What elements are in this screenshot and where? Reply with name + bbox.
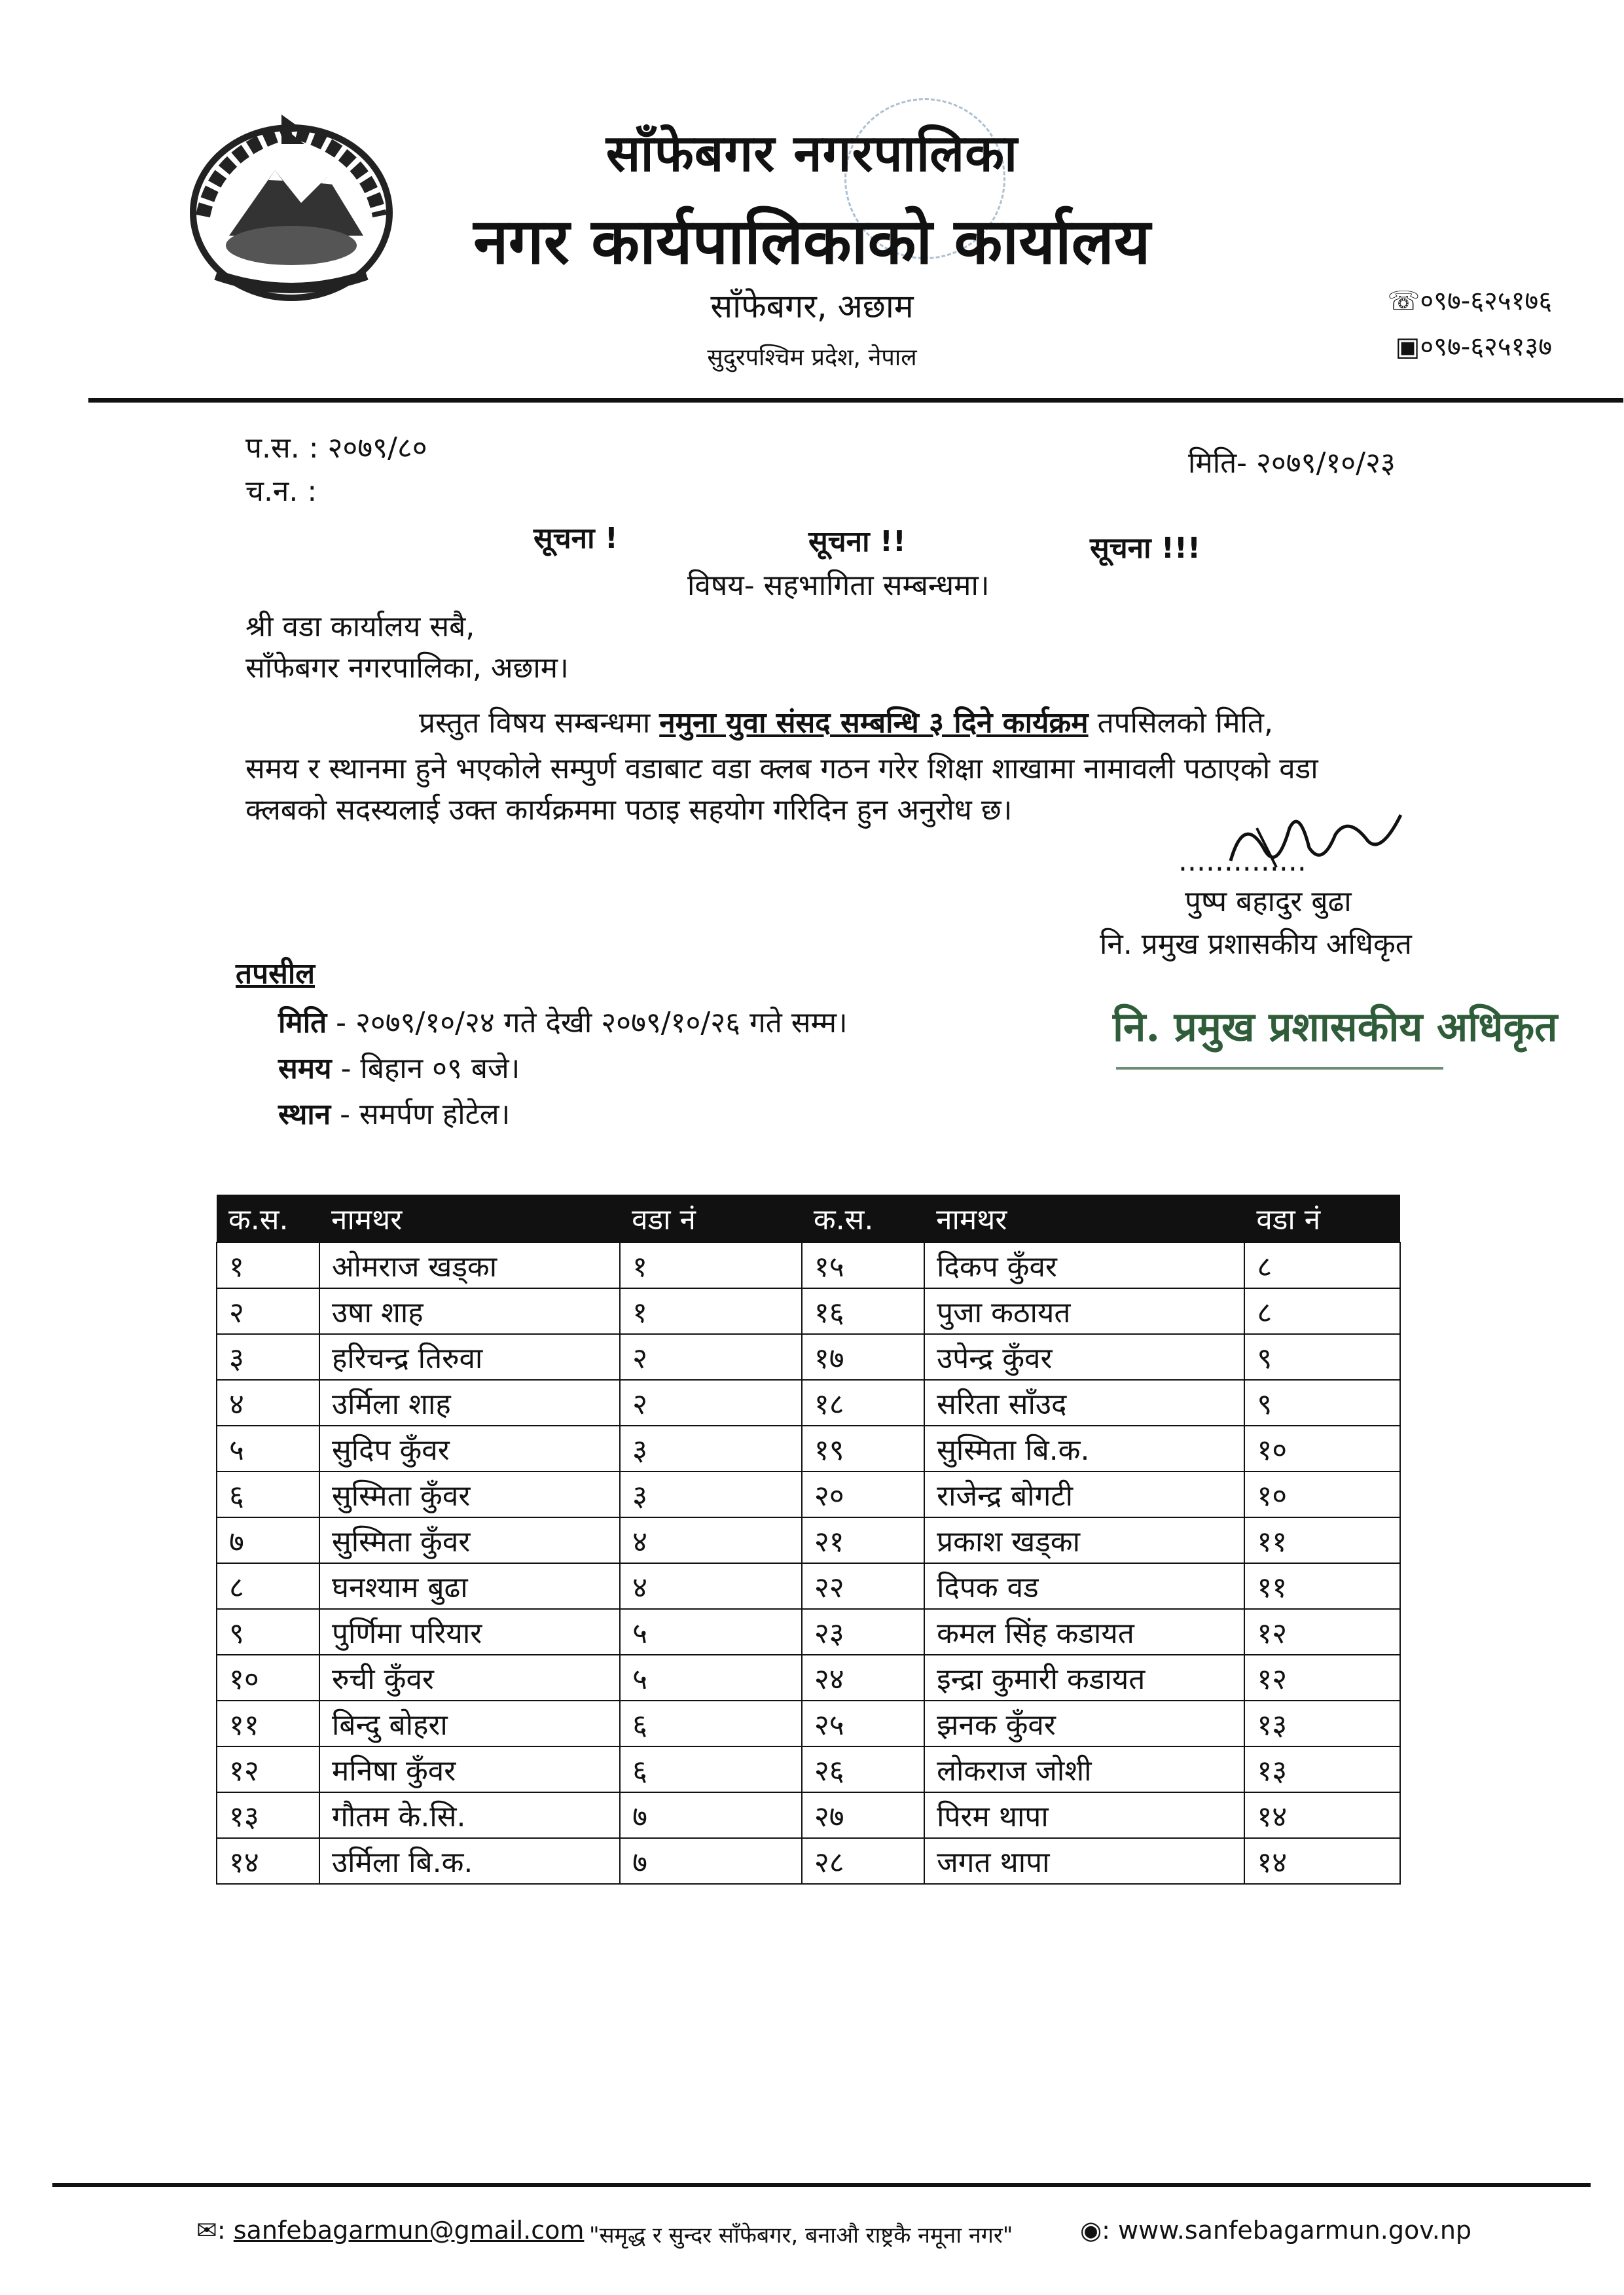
table-cell: १० xyxy=(217,1655,319,1701)
table-header-row xyxy=(217,1195,1400,1242)
table-cell: सुदिप कुँवर xyxy=(319,1426,620,1472)
table-cell: १२ xyxy=(217,1746,319,1792)
table-cell: गौतम के.सि. xyxy=(319,1792,620,1838)
table-cell: उषा शाह xyxy=(319,1288,620,1334)
table-cell: ४ xyxy=(217,1380,319,1426)
table-cell: लोकराज जोशी xyxy=(924,1746,1244,1792)
table-cell: ७ xyxy=(620,1838,802,1884)
recipient-line-1: श्री वडा कार्यालय सबै, xyxy=(245,610,475,643)
table-cell: पुजा कठायत xyxy=(924,1288,1244,1334)
signature-dots: .............. xyxy=(1178,844,1307,878)
table-cell: २७ xyxy=(802,1792,924,1838)
table-cell: २ xyxy=(620,1380,802,1426)
table-row xyxy=(217,1609,1400,1655)
table-cell: झनक कुँवर xyxy=(924,1701,1244,1746)
footer-divider xyxy=(52,2183,1591,2187)
table-cell: इन्द्रा कुमारी कडायत xyxy=(924,1655,1244,1701)
details-heading: तपसील xyxy=(236,957,316,990)
table-cell: ११ xyxy=(1244,1563,1400,1609)
table-cell: घनश्याम बुढा xyxy=(319,1563,620,1609)
table-cell: २२ xyxy=(802,1563,924,1609)
table-cell: ५ xyxy=(217,1426,319,1472)
reference-number: प.स. : २०७९/८० xyxy=(245,431,427,465)
notice-label-3: सूचना !!! xyxy=(1090,532,1201,565)
table-cell: ३ xyxy=(217,1334,319,1380)
table-cell: ४ xyxy=(620,1517,802,1563)
table-cell: २६ xyxy=(802,1746,924,1792)
table-cell: कमल सिंह कडायत xyxy=(924,1609,1244,1655)
table-cell: सरिता साँउद xyxy=(924,1380,1244,1426)
table-cell: सुस्मिता बि.क. xyxy=(924,1426,1244,1472)
table-row xyxy=(217,1746,1400,1792)
subject-line: विषय- सहभागिता सम्बन्धमा। xyxy=(687,569,990,602)
table-cell: ८ xyxy=(1244,1288,1400,1334)
table-cell: सुस्मिता कुँवर xyxy=(319,1517,620,1563)
envelope-icon: ✉: xyxy=(196,2216,226,2245)
header-divider xyxy=(88,398,1623,403)
table-cell: ओमराज खड्का xyxy=(319,1242,620,1288)
table-row xyxy=(217,1288,1400,1334)
table-cell: ५ xyxy=(620,1609,802,1655)
recipient-line-2: साँफेबगर नगरपालिका, अछाम। xyxy=(245,651,569,685)
program-name: नमुना युवा संसद सम्बन्धि ३ दिने कार्यक्रम xyxy=(659,706,1089,740)
table-cell: ४ xyxy=(620,1563,802,1609)
body-line-3: क्लबको सदस्यलाई उक्त कार्यक्रममा पठाइ सहयोग गरिदिन हुन अनुरोध छ। xyxy=(245,793,1013,827)
footer-email: ✉: sanfebagarmun@gmail.com xyxy=(196,2216,585,2245)
dispatch-number: च.न. : xyxy=(245,475,317,508)
table-row xyxy=(217,1380,1400,1426)
table-cell: ११ xyxy=(217,1701,319,1746)
table-cell: १३ xyxy=(217,1792,319,1838)
body-line-2: समय र स्थानमा हुने भएकोले सम्पुर्ण वडाबाट वडा क्लब गठन गरेर शिक्षा शाखामा नामावली पठाएको वडा xyxy=(245,752,1318,786)
table-cell: ९ xyxy=(1244,1334,1400,1380)
table-cell: १९ xyxy=(802,1426,924,1472)
table-cell: दिपक वड xyxy=(924,1563,1244,1609)
table-cell: ६ xyxy=(217,1472,319,1517)
col-name-1: नामथर xyxy=(319,1195,620,1242)
office-name: नगर कार्यपालिकाको कार्यालय xyxy=(473,205,1151,278)
table-cell: २ xyxy=(620,1334,802,1380)
table-cell: ३ xyxy=(620,1426,802,1472)
details-time: समय - बिहान ०९ बजे। xyxy=(278,1052,520,1085)
phone-icon: ☏ xyxy=(1387,286,1420,316)
table-cell: प्रकाश खड्का xyxy=(924,1517,1244,1563)
col-sn-1: क.स. xyxy=(217,1195,319,1242)
table-cell: १४ xyxy=(217,1838,319,1884)
table-row xyxy=(217,1655,1400,1701)
table-row xyxy=(217,1242,1400,1288)
stamp-underline xyxy=(1116,1067,1443,1070)
table-cell: ६ xyxy=(620,1746,802,1792)
fax-icon: ▣ xyxy=(1395,332,1420,362)
table-cell: उर्मिला बि.क. xyxy=(319,1838,620,1884)
table-row xyxy=(217,1838,1400,1884)
table-cell: १ xyxy=(620,1288,802,1334)
phone-contact: ☏०९७-६२५१७६ xyxy=(1387,286,1552,316)
table-cell: १४ xyxy=(1244,1792,1400,1838)
table-cell: ८ xyxy=(1244,1242,1400,1288)
table-cell: १५ xyxy=(802,1242,924,1288)
table-cell: १६ xyxy=(802,1288,924,1334)
table-cell: ७ xyxy=(620,1792,802,1838)
table-cell: १८ xyxy=(802,1380,924,1426)
table-cell: १७ xyxy=(802,1334,924,1380)
globe-icon: ◉ xyxy=(1080,2216,1102,2245)
letter-date: मिति- २०७९/१०/२३ xyxy=(1188,446,1396,480)
details-place: स्थान - समर्पण होटेल। xyxy=(278,1098,511,1131)
table-cell: ११ xyxy=(1244,1517,1400,1563)
table-cell: रुची कुँवर xyxy=(319,1655,620,1701)
participants-table xyxy=(216,1195,1401,1885)
table-cell: १३ xyxy=(1244,1746,1400,1792)
table-cell: १२ xyxy=(1244,1609,1400,1655)
fax-contact: ▣०९७-६२५१३७ xyxy=(1395,332,1552,362)
table-row xyxy=(217,1792,1400,1838)
table-cell: उपेन्द्र कुँवर xyxy=(924,1334,1244,1380)
office-location: साँफेबगर, अछाम xyxy=(710,287,914,325)
table-cell: ८ xyxy=(217,1563,319,1609)
table-cell: १२ xyxy=(1244,1655,1400,1701)
table-cell: ५ xyxy=(620,1655,802,1701)
table-cell: जगत थापा xyxy=(924,1838,1244,1884)
table-cell: ९ xyxy=(217,1609,319,1655)
notice-label-2: सूचना !! xyxy=(808,525,906,558)
table-cell: ९ xyxy=(1244,1380,1400,1426)
table-row xyxy=(217,1334,1400,1380)
table-cell: ६ xyxy=(620,1701,802,1746)
table-cell: पिरम थापा xyxy=(924,1792,1244,1838)
footer-website: ◉: www.sanfebagarmun.gov.np xyxy=(1080,2216,1472,2245)
table-cell: बिन्दु बोहरा xyxy=(319,1701,620,1746)
table-cell: १ xyxy=(217,1242,319,1288)
table-cell: २० xyxy=(802,1472,924,1517)
table-cell: २ xyxy=(217,1288,319,1334)
table-cell: १० xyxy=(1244,1472,1400,1517)
table-cell: ३ xyxy=(620,1472,802,1517)
table-cell: हरिचन्द्र तिरुवा xyxy=(319,1334,620,1380)
table-cell: १ xyxy=(620,1242,802,1288)
table-row xyxy=(217,1517,1400,1563)
signatory-name: पुष्प बहादुर बुढा xyxy=(1185,885,1352,918)
table-cell: उर्मिला शाह xyxy=(319,1380,620,1426)
table-cell: राजेन्द्र बोगटी xyxy=(924,1472,1244,1517)
municipality-name: साँफेबगर नगरपालिका xyxy=(605,124,1019,183)
col-name-2: नामथर xyxy=(924,1195,1244,1242)
table-cell: २४ xyxy=(802,1655,924,1701)
signatory-title: नि. प्रमुख प्रशासकीय अधिकृत xyxy=(1100,928,1412,961)
province-line: सुदुरपश्चिम प्रदेश, नेपाल xyxy=(707,344,917,371)
table-cell: दिकप कुँवर xyxy=(924,1242,1244,1288)
body-line-1: प्रस्तुत विषय सम्बन्धमा नमुना युवा संसद सम्बन्धि ३ दिने कार्यक्रम तपसिलको मिति, xyxy=(419,706,1273,740)
table-row xyxy=(217,1426,1400,1472)
notice-label-1: सूचना ! xyxy=(533,522,618,555)
table-cell: १४ xyxy=(1244,1838,1400,1884)
table-cell: मनिषा कुँवर xyxy=(319,1746,620,1792)
col-sn-2: क.स. xyxy=(802,1195,924,1242)
table-cell: २८ xyxy=(802,1838,924,1884)
table-cell: सुस्मिता कुँवर xyxy=(319,1472,620,1517)
table-cell: ७ xyxy=(217,1517,319,1563)
official-stamp: नि. प्रमुख प्रशासकीय अधिकृत xyxy=(1113,1003,1558,1051)
col-ward-1: वडा नं xyxy=(620,1195,802,1242)
table-row xyxy=(217,1472,1400,1517)
col-ward-2: वडा नं xyxy=(1244,1195,1400,1242)
table-cell: १० xyxy=(1244,1426,1400,1472)
table-cell: पुर्णिमा परियार xyxy=(319,1609,620,1655)
details-date: मिति - २०७९/१०/२४ गते देखी २०७९/१०/२६ गते सम्म। xyxy=(278,1006,848,1039)
table-cell: २५ xyxy=(802,1701,924,1746)
table-row xyxy=(217,1563,1400,1609)
table-row xyxy=(217,1701,1400,1746)
table-cell: २१ xyxy=(802,1517,924,1563)
table-cell: २३ xyxy=(802,1609,924,1655)
table-cell: १३ xyxy=(1244,1701,1400,1746)
footer-slogan: "समृद्ध र सुन्दर साँफेबगर, बनाऔ राष्ट्रकै नमूना नगर" xyxy=(589,2222,1013,2249)
